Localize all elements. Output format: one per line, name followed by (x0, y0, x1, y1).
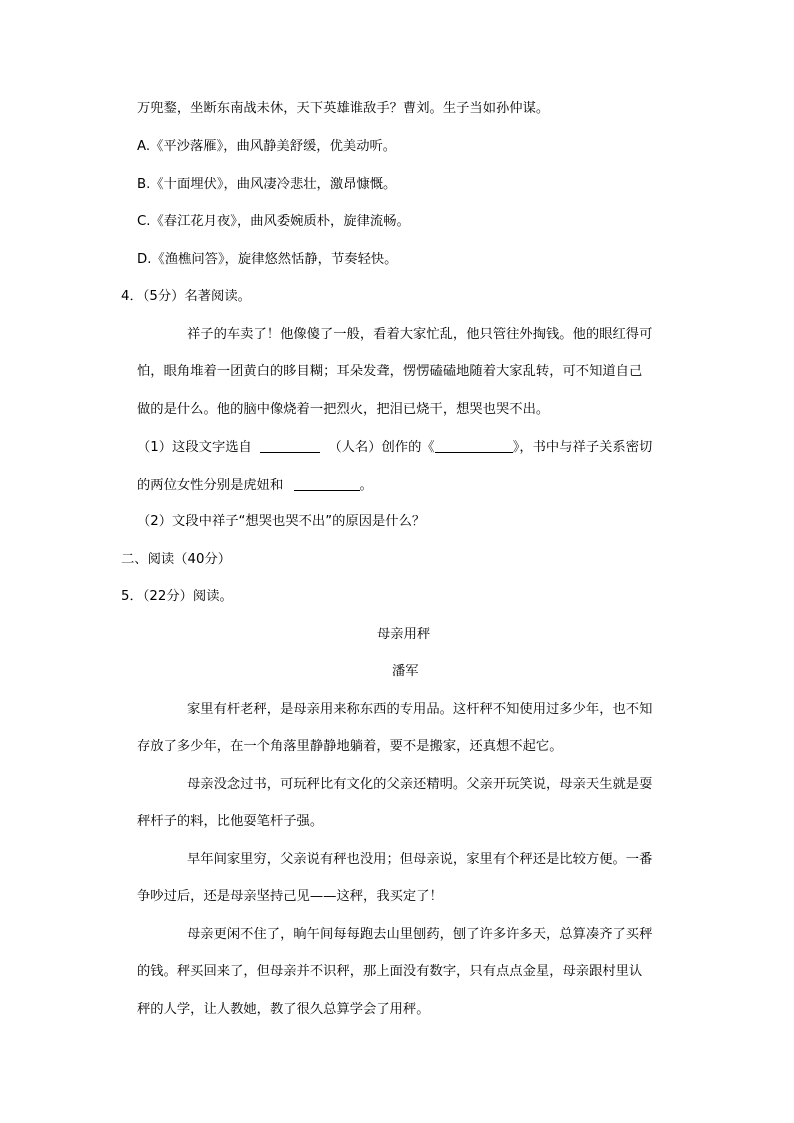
q5-header: 5．（22分）阅读。 (121, 589, 233, 604)
section-2-heading: 二、阅读（40分） (121, 552, 231, 567)
q4-sub1-text-b: （人名）创作的《 (328, 440, 435, 455)
q4-sub1-text-d: 的两位女性分别是虎妞和 (137, 478, 284, 493)
article-title: 母亲用秤 (377, 627, 431, 642)
article-line: 家里有杆老秤，是母亲用来称东西的专用品。这杆秤不知使用过多少年，也不知 (187, 702, 653, 717)
q4-sub1-line1 (137, 438, 652, 457)
q4-passage-line: 祥子的车卖了！他像傻了一般，看着大家忙乱，他只管往外掏钱。他的眼红得可 (187, 327, 653, 342)
q3-tail-line: 万兜鍪，坐断东南战未休，天下英雄谁敌手？曹刘。生子当如孙仲谋。 (137, 101, 550, 116)
article-line: 母亲更闲不住了，晌午间每每跑去山里刨药，刨了许多许多天，总算凑齐了买秤 (187, 927, 653, 942)
article-line: 争吵过后，还是母亲坚持己见——这秤，我买定了！ (137, 889, 443, 904)
book-title-blank (435, 438, 513, 453)
option-d: D.《渔樵问答》，旋律悠然恬静，节奏轻快。 (137, 252, 398, 267)
female-character-blank (294, 476, 360, 491)
q4-sub1-text-e: 。 (359, 478, 373, 493)
q4-sub2: （2）文段中祥子“想哭也哭不出”的原因是什么？ (137, 514, 426, 529)
q4-sub1-text-a: （1）这段文字选自 (137, 440, 252, 455)
q4-sub1-line2 (137, 476, 373, 495)
article-line: 秤的人学，让人教她，教了很久总算学会了用秤。 (137, 1002, 430, 1017)
option-a: A.《平沙落雁》，曲风静美舒缓，优美动听。 (137, 139, 397, 154)
article-author: 潘军 (392, 664, 419, 679)
article-line: 的钱。秤买回来了，但母亲并不识秤，那上面没有数字，只有点点金星，母亲跟村里认 (137, 964, 643, 979)
q4-passage-line: 做的是什么。他的脑中像烧着一把烈火，把泪已烧干，想哭也哭不出。 (137, 402, 550, 417)
article-line: 母亲没念过书，可玩秤比有文化的父亲还精明。父亲开玩笑说，母亲天生就是耍 (187, 777, 653, 792)
article-line: 存放了多少年，在一个角落里静静地躺着，要不是搬家，还真想不起它。 (137, 739, 563, 754)
author-blank (260, 438, 320, 453)
q4-sub1-text-c: 》，书中与祥子关系密切 (512, 440, 653, 455)
option-b: B.《十面埋伏》，曲风凄冷悲壮，激昂慷慨。 (137, 177, 397, 192)
article-line: 秤杆子的料，比他耍笔杆子强。 (137, 814, 324, 829)
q4-header: 4．（5分）名著阅读。 (121, 289, 251, 304)
option-c: C.《春江花月夜》，曲风委婉质朴，旋律流畅。 (137, 214, 410, 229)
q4-passage-line: 怕，眼角堆着一团黄白的眵目糊；耳朵发聋，愣愣磕磕地随着大家乱转，可不知道自己 (137, 364, 643, 379)
article-line: 早年间家里穷，父亲说有秤也没用；但母亲说，家里有个秤还是比较方便。一番 (187, 852, 653, 867)
